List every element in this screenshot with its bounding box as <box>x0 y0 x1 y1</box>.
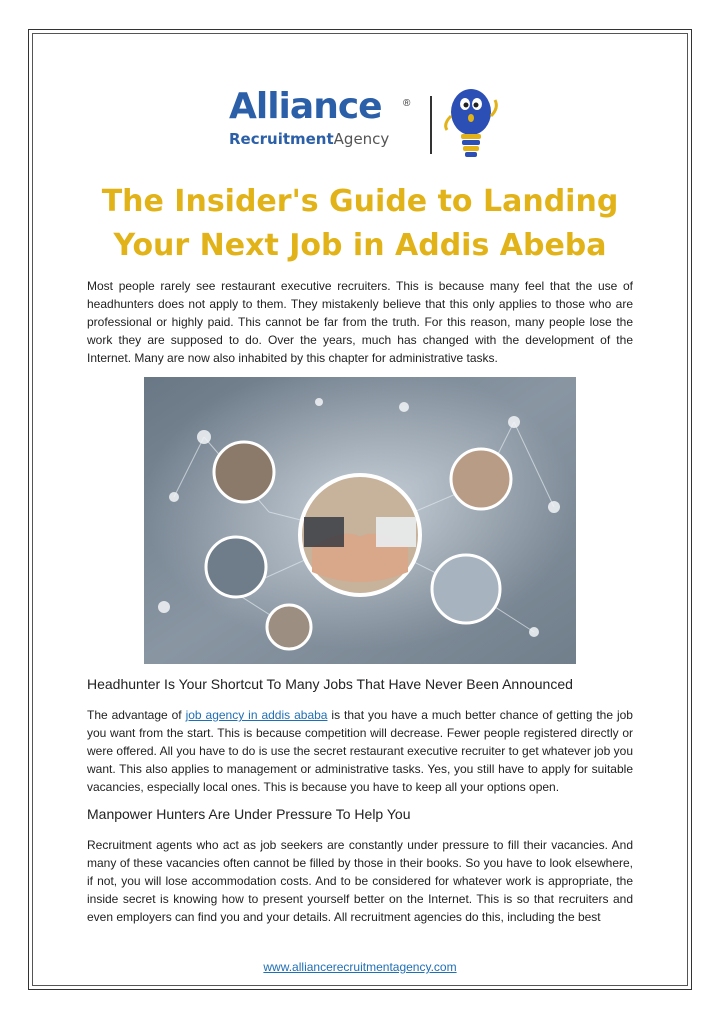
registered-mark: ® <box>403 98 411 109</box>
title-line-2: Your Next Job in Addis Abeba <box>113 228 607 263</box>
logo-subtitle <box>229 130 389 148</box>
logo-first-letter: A <box>229 86 256 127</box>
section-paragraph-headhunter <box>87 706 633 796</box>
section-heading-headhunter: Headhunter Is Your Shortcut To Many Jobs That Have Never Been Announced <box>87 676 573 692</box>
title-line-1: The Insider's Guide to Landing <box>101 184 619 219</box>
logo-wordmark <box>229 86 382 127</box>
logo-recruitment: Recruitment <box>229 130 334 148</box>
business-network-handshake-image <box>144 377 576 664</box>
logo-word-rest: lliance <box>255 86 382 127</box>
intro-paragraph: Most people rarely see restaurant executive recruiters. This is because many feel that the use of headhunters does not apply to them. They mistakenly believe that this only applies to those who are professional or highly paid. This cannot be far from the truth. For this reason, many people lose the work they are supposed to do. Over the years, much has changed with the development of the Internet. Many are now also inhabited by this chapter for administrative tasks. <box>87 279 633 365</box>
company-logo <box>227 86 507 162</box>
logo-divider <box>430 96 432 154</box>
page-title <box>60 180 660 268</box>
section-paragraph-manpower: Recruitment agents who act as job seekers are constantly under pressure to fill their vacancies. And many of these vacancies often cannot be filled by those in their books. So you have to look elsewhere, if not, you will lose accommodation costs. And to be considered for whatever work is appropriate, the inside secret is knowing how to present yourself better on the Internet. This is so that recruiters and even employers can find you and your details. All recruitment agencies do this, including the best <box>87 838 633 924</box>
paragraph-text: The advantage of <box>87 708 186 722</box>
lightbulb-mascot-icon <box>441 86 501 162</box>
footer-website-link[interactable]: www.alliancerecruitmentagency.com <box>263 960 457 974</box>
paragraph-text: is that you have a much better chance of getting the job you want from the start. This is because competition will decrease. Fewer people registered directly or were offered. All you have to do is use the secret restaurant executive recruiter to get whatever job you want. This also applies to management or administrative tasks. Yes, you still have to apply for suitable vacancies, especially local ones. This is because you have to keep all your options open. <box>87 708 633 794</box>
job-agency-link[interactable]: job agency in addis ababa <box>185 708 328 722</box>
section-heading-manpower: Manpower Hunters Are Under Pressure To Help You <box>87 806 411 822</box>
logo-agency: Agency <box>333 130 390 148</box>
